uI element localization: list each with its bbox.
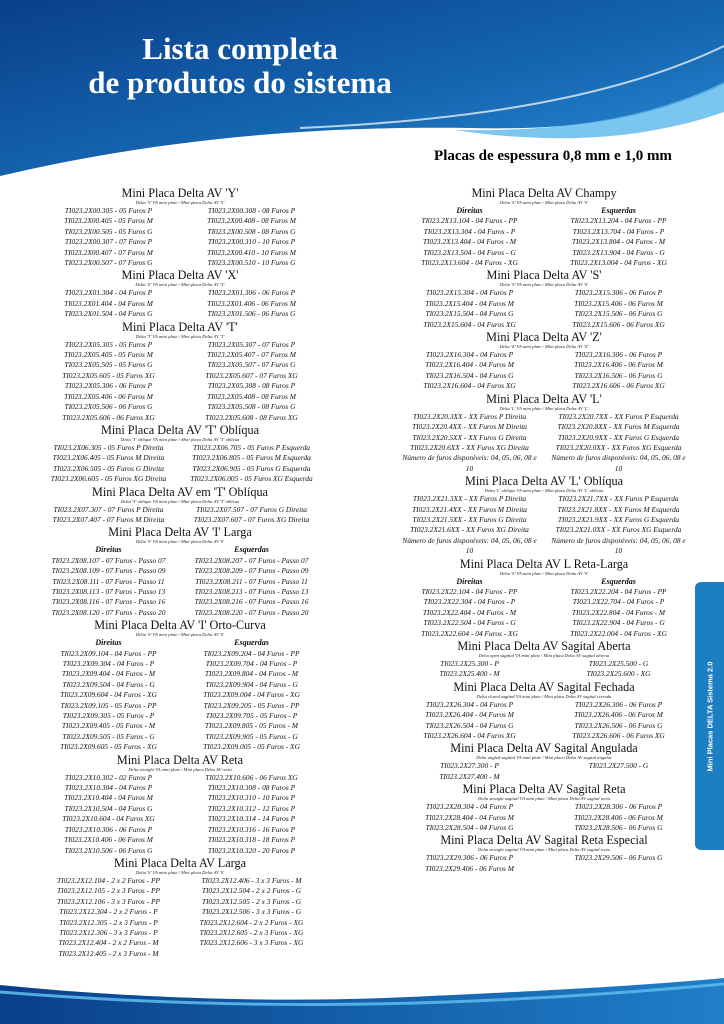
product-item: TI023.2X12.105 - 2 x 3 Furos - PP — [57, 886, 160, 896]
product-item: TI023.2X26.606 - 06 Furos XG — [572, 731, 665, 741]
section-title: Mini Placa Delta AV Sagital Reta Especial — [440, 833, 648, 848]
product-item: TI023.2X25.600 - XG — [586, 669, 651, 679]
product-item: TI023.2X05.407 - 07 Furos M — [207, 350, 296, 360]
product-item: TI023.2X13.604 - 04 Furos - XG — [421, 258, 518, 268]
product-item: TI023.2X29.306 - 06 Furos P — [425, 853, 514, 863]
product-item: TI023.2X09.504 - 04 Furos - G — [62, 679, 155, 689]
product-list — [40, 206, 320, 268]
holes-note: Número de furos disponíveis: 04, 05, 06, 08 e 10 — [551, 453, 686, 473]
product-item: TI023.2X15.404 - 04 Furos M — [425, 298, 514, 308]
section-subtitle: Delta 'S' VA mini plate / Mini placa Delta AV 'S' — [499, 282, 589, 288]
product-item: TI023.2X25.400 - M — [439, 669, 500, 679]
product-item: TI023.2X06.705 - 05 Furos P Esquerda — [193, 442, 310, 452]
product-item: TI023.2X06.905 - 05 Furos G Esquerda — [192, 463, 311, 473]
product-item: TI023.2X10.406 - 06 Furos M — [64, 835, 153, 845]
product-item: TI023.2X06.505 - 05 Furos G Direita — [53, 463, 164, 473]
product-list — [40, 340, 320, 423]
product-item: TI023.2X01.304 - 04 Furos P — [64, 288, 153, 298]
product-item: TI023.2X26.506 - 06 Furos G — [574, 720, 663, 730]
product-item: TI023.2X20.8XX - XX Furos M Esquerda — [557, 422, 680, 432]
product-item: TI023.2X29.406 - 06 Furos M — [425, 863, 514, 873]
product-item: TI023.2X08.207 - 07 Furos - Passo 07 — [194, 555, 309, 565]
section-title: Mini Placa Delta AV Sagital Aberta — [457, 639, 631, 653]
section-subtitle: Delta open sagittal VA mini plate / Mini placa Delta AV sagital abierta — [478, 653, 610, 658]
section-subtitle: Delta 'L' oblique VA mini plate / Mini placa Delta AV 'L' oblícua — [484, 488, 604, 494]
product-item: TI023.2X05.605 - 05 Furos XG — [62, 370, 155, 380]
holes-note: Número de furos disponíveis: 04, 05, 06, 08 e 10 — [402, 453, 537, 473]
product-list — [398, 412, 690, 474]
product-list — [398, 700, 690, 742]
product-item: TI023.2X08.120 - 07 Furos - Passo 20 — [51, 607, 166, 617]
product-item: TI023.2X06.005 - 05 Furos XG Esquerda — [190, 474, 313, 484]
product-item: TI023.2X12.405 - 2 x 3 Furos - M — [58, 948, 159, 958]
column-header: Esquerdas — [601, 206, 636, 215]
product-item: TI023.2X09.105 - 05 Furos - PP — [60, 700, 157, 710]
product-item: TI023.2X09.805 - 05 Furos - M — [204, 721, 299, 731]
product-item: TI023.2X10.504 - 04 Furos G — [64, 803, 153, 813]
product-item: TI023.2X00.408 - 08 Furos M — [207, 216, 296, 226]
product-item — [183, 949, 320, 959]
product-item: TI023.2X05.506 - 06 Furos G — [64, 402, 153, 412]
product-item: TI023.2X13.104 - 04 Furos - PP — [421, 216, 518, 226]
product-list — [40, 638, 320, 752]
product-item: TI023.2X08.213 - 07 Furos - Passo 13 — [194, 586, 309, 596]
product-item: TI023.2X08.209 - 07 Furos - Passo 09 — [194, 566, 309, 576]
product-item: TI023.2X22.104 - 04 Furos - PP — [421, 586, 518, 596]
product-item: TI023.2X05.507 - 07 Furos G — [207, 360, 296, 370]
product-item: TI023.2X21.0XX - XX Furos XG Esquerda — [555, 525, 682, 535]
section-mini-placa-delta-av-l — [398, 393, 690, 474]
product-item: TI023.2X10.314 - 14 Furos P — [207, 814, 296, 824]
product-item: TI023.2X26.304 - 04 Furos P — [425, 699, 514, 709]
page-title-line1: Lista completa — [142, 31, 338, 66]
product-item: TI023.2X13.504 - 04 Furos - G — [423, 247, 516, 257]
product-item: TI023.2X15.506 - 06 Furos G — [574, 309, 663, 319]
section-subtitle: Delta 'L' VA mini plate / Mini placa Delta AV 'L' — [499, 405, 589, 411]
product-item: TI023.2X26.404 - 04 Furos M — [425, 710, 514, 720]
product-item: TI023.2X22.204 - 04 Furos - PP — [570, 586, 667, 596]
product-item: TI023.2X09.304 - 04 Furos - P — [62, 659, 155, 668]
product-list — [40, 876, 320, 959]
product-item: TI023.2X12.106 - 3 x 3 Furos - PP — [57, 896, 160, 906]
product-item: TI023.2X00.508 - 08 Furos G — [207, 226, 296, 236]
product-item: TI023.2X12.504 - 2 x 2 Furos - G — [201, 886, 302, 896]
product-list — [398, 659, 690, 680]
product-item: TI023.2X20.7XX - XX Furos P Esquerda — [558, 411, 679, 421]
section-subtitle: Delta 'S' VA mini plate / Mini placa Delta AV 'S' — [499, 200, 589, 205]
product-item: TI023.2X27.500 - G — [588, 761, 649, 771]
column-header: Direitas — [95, 638, 122, 648]
section-subtitle: Delta 'T' VA mini plate / Mini placa Delta AV 'T' — [135, 333, 225, 339]
product-item: TI023.2X09.804 - 04 Furos - M — [204, 669, 299, 679]
product-item: TI023.2X05.606 - 06 Furos XG — [62, 412, 155, 422]
product-item: TI023.2X12.404 - 2 x 2 Furos - M — [58, 938, 159, 948]
column-header: Direitas — [456, 206, 483, 215]
product-item: TI023.2X16.406 - 06 Furos M — [574, 360, 663, 370]
product-item: TI023.2X01.306 - 06 Furos P — [207, 288, 296, 298]
section-subtitle: Delta 'T' oblique VA mini plate / Mini placa Delta AV 'T' oblícua — [120, 436, 240, 442]
product-item: TI023.2X22.404 - 04 Furos - M — [422, 607, 517, 617]
product-item: TI023.2X27.300 - P — [440, 761, 499, 771]
product-list — [398, 761, 690, 782]
section-mini-placa-delta-av-t — [40, 321, 320, 423]
product-item: TI023.2X10.308 - 08 Furos P — [207, 783, 296, 793]
product-item: TI023.2X08.116 - 07 Furos - Passo 16 — [51, 597, 166, 607]
section-mini-placa-delta-av-x — [40, 269, 320, 319]
product-item: TI023.2X13.004 - 04 Furos - XG — [570, 258, 667, 268]
product-item: TI023.2X00.510 - 10 Furos G — [207, 258, 296, 268]
product-item: TI023.2X10.312 - 12 Furos P — [207, 803, 296, 813]
section-mini-placa-delta-av-sagital-angulada — [398, 742, 690, 782]
product-item: TI023.2X05.308 - 08 Furos P — [207, 381, 296, 391]
section-mini-placa-delta-av-i-larga — [40, 526, 320, 618]
product-item: TI023.2X09.305 - 05 Furos - P — [62, 711, 155, 721]
product-item: TI023.2X12.506 - 3 x 3 Furos - G — [201, 907, 302, 917]
section-mini-placa-delta-av-sagital-reta-especial — [398, 834, 690, 874]
product-item: TI023.2X09.405 - 05 Furos - M — [61, 721, 156, 731]
product-item: TI023.2X09.904 - 04 Furos - G — [205, 679, 298, 689]
product-item: TI023.2X06.805 - 05 Furos M Esquerda — [192, 453, 311, 463]
product-item: TI023.2X00.305 - 05 Furos P — [64, 206, 153, 215]
product-item: TI023.2X10.316 - 16 Furos P — [207, 824, 296, 834]
section-title: Mini Placa Delta AV 'I' Orto-Curva — [94, 618, 266, 633]
product-item: TI023.2X09.404 - 04 Furos - M — [61, 669, 156, 679]
product-item: TI023.2X12.406 - 3 x 3 Furos - M — [201, 875, 302, 885]
product-item: TI023.2X00.507 - 07 Furos G — [64, 258, 153, 268]
product-item: TI023.2X05.305 - 05 Furos P — [64, 339, 153, 349]
product-item: TI023.2X05.408 - 08 Furos M — [207, 391, 296, 401]
section-subtitle: Delta 'S' VA mini plate / Mini placa Delta AV 'S' — [135, 632, 225, 638]
section-title: Mini Placa Delta AV Larga — [113, 855, 246, 870]
product-item: TI023.2X08.111 - 07 Furos - Passo 11 — [52, 576, 165, 586]
holes-note: Número de furos disponíveis: 04, 05, 06, 08 e 10 — [402, 535, 537, 556]
product-item: TI023.2X01.506 - 06 Furos G — [207, 309, 296, 319]
section-subtitle: Delta straight sagittal VA mini plate / Mini placa Delta AV sagital recta — [478, 796, 610, 802]
product-item: TI023.2X05.607 - 07 Furos XG — [205, 370, 298, 380]
product-item: TI023.2X09.004 - 04 Furos - XG — [203, 690, 300, 700]
section-title: Mini Placa Delta AV L Reta-Larga — [459, 556, 629, 571]
product-item: TI023.2X05.306 - 06 Furos P — [64, 381, 153, 391]
product-item: TI023.2X09.605 - 05 Furos - XG — [60, 742, 157, 752]
section-title: Mini Placa Delta AV Sagital Fechada — [453, 679, 635, 694]
column-header: Direitas — [456, 576, 483, 586]
section-title: Mini Placa Delta AV 'T' Oblíqua — [101, 422, 259, 437]
product-item: TI023.2X15.604 - 04 Furos XG — [423, 319, 516, 329]
product-item: TI023.2X20.4XX - XX Furos M Direita — [411, 422, 528, 432]
section-title: Mini Placa Delta AV Sagital Angulada — [450, 741, 638, 756]
product-item: TI023.2X01.406 - 06 Furos M — [207, 298, 296, 308]
holes-note: Número de furos disponíveis: 04, 05, 06, 08 e 10 — [551, 535, 686, 556]
product-item: TI023.2X05.307 - 07 Furos P — [207, 339, 296, 349]
product-item: TI023.2X20.0XX - XX Furos XG Esquerda — [555, 442, 682, 452]
product-item: TI023.2X08.220 - 07 Furos - Passo 20 — [194, 607, 309, 617]
product-item: TI023.2X12.305 - 2 x 3 Furos - P — [59, 917, 158, 927]
section-mini-placa-delta-av-larga — [40, 857, 320, 959]
product-item — [547, 864, 690, 874]
section-title: Mini Placa Delta AV 'T' — [122, 319, 238, 334]
product-item: TI023.2X01.404 - 04 Furos M — [64, 298, 153, 308]
product-item: TI023.2X16.506 - 06 Furos G — [574, 370, 663, 380]
section-subtitle: Delta angled sagittal VA mini plate / Mini placa Delta AV sagital angular — [476, 755, 612, 761]
product-item: TI023.2X28.504 - 04 Furos G — [425, 823, 514, 833]
product-item: TI023.2X09.505 - 05 Furos - G — [62, 731, 155, 741]
product-item: TI023.2X22.804 - 04 Furos - M — [571, 607, 666, 617]
product-item: TI023.2X21.5XX - XX Furos G Direita — [412, 514, 527, 524]
product-item: TI023.2X12.505 - 2 x 3 Furos - G — [201, 896, 302, 906]
section-mini-placa-delta-av-l-obliqua — [398, 475, 690, 556]
section-subtitle: Delta 'X' VA mini plate / Mini placa Delta AV 'X' — [135, 282, 225, 288]
section-mini-placa-delta-av-s — [398, 269, 690, 330]
product-item: TI023.2X07.507 - 07 Furos G Direita — [196, 504, 307, 514]
product-item: TI023.2X10.404 - 04 Furos M — [64, 793, 153, 803]
product-item: TI023.2X05.505 - 05 Furos G — [64, 360, 153, 370]
product-item: TI023.2X16.504 - 04 Furos G — [425, 370, 514, 380]
product-item: TI023.2X25.500 - G — [588, 659, 649, 668]
column-header: Esquerdas — [234, 638, 269, 648]
product-item: TI023.2X20.5XX - XX Furos G Direita — [412, 432, 527, 442]
product-item: TI023.2X00.505 - 05 Furos G — [64, 226, 153, 236]
section-mini-placa-delta-av-z — [398, 331, 690, 392]
product-item: TI023.2X21.8XX - XX Furos M Esquerda — [557, 504, 680, 514]
product-item: TI023.2X12.306 - 3 x 3 Furos - P — [59, 927, 158, 937]
product-item: TI023.2X12.304 - 2 x 2 Furos - P — [59, 907, 158, 917]
product-item: TI023.2X09.704 - 04 Furos - P — [205, 659, 298, 668]
product-item: TI023.2X20.9XX - XX Furos G Esquerda — [557, 432, 680, 442]
product-list — [40, 443, 320, 485]
section-subtitle: Delta straight VA mini plate / Mini placa Delta AV recta — [128, 766, 232, 772]
product-item: TI023.2X26.306 - 06 Furos P — [574, 699, 663, 709]
section-subtitle: Delta 'Y' VA mini plate / Mini placa Delta AV 'Y' — [135, 200, 225, 205]
product-item: TI023.2X21.4XX - XX Furos M Direita — [411, 504, 528, 514]
product-item: TI023.2X05.508 - 08 Furos G — [207, 402, 296, 412]
product-item: TI023.2X00.405 - 05 Furos M — [64, 216, 153, 226]
product-item: TI023.2X20.3XX - XX Furos P Direita — [412, 411, 527, 421]
product-item: TI023.2X00.410 - 10 Furos M — [207, 247, 296, 257]
product-item: TI023.2X12.606 - 3 x 3 Furos - XG — [199, 938, 304, 948]
product-item: TI023.2X21.3XX - XX Furos P Direita — [412, 494, 527, 504]
product-item: TI023.2X00.308 - 08 Furos P — [207, 206, 296, 215]
section-subtitle: Delta 'S' VA mini plate / Mini placa Delta AV 'S' — [135, 539, 225, 545]
product-item: TI023.2X28.506 - 06 Furos G — [574, 823, 663, 833]
section-mini-placa-delta-av-champy — [398, 187, 690, 268]
product-item: TI023.2X16.606 - 06 Furos XG — [572, 381, 665, 391]
product-item: TI023.2X22.904 - 04 Furos - G — [572, 618, 665, 628]
product-item: TI023.2X10.320 - 20 Furos P — [207, 845, 296, 855]
product-item: TI023.2X08.109 - 07 Furos - Passo 09 — [51, 566, 166, 576]
section-title: Mini Placa Delta AV Reta — [116, 752, 244, 767]
section-title: Mini Placa Delta AV Sagital Reta — [462, 782, 626, 797]
column-header: Direitas — [95, 545, 122, 555]
product-list — [398, 853, 690, 874]
product-list — [398, 206, 690, 268]
product-item: TI023.2X07.307 - 07 Furos P Direita — [53, 504, 164, 514]
product-list — [40, 288, 320, 319]
product-item: TI023.2X13.304 - 04 Furos - P — [423, 226, 516, 236]
product-item: TI023.2X21.9XX - XX Furos G Esquerda — [557, 514, 680, 524]
product-item: TI023.2X28.406 - 06 Furos M — [574, 812, 663, 822]
section-subtitle: Delta 'S' VA mini plate / Mini placa Delta AV 'S' — [499, 570, 589, 576]
product-item: TI023.2X25.300 - P — [440, 659, 499, 668]
product-item: TI023.2X13.904 - 04 Furos - G — [572, 247, 665, 257]
product-item: TI023.2X06.605 - 05 Furos XG Direita — [50, 474, 167, 484]
product-item: TI023.2X15.306 - 06 Furos P — [574, 288, 663, 298]
product-item: TI023.2X09.104 - 04 Furos - PP — [60, 648, 157, 658]
product-item: TI023.2X26.406 - 06 Furos M — [574, 710, 663, 720]
section-mini-placa-delta-av-em-t-obliqua — [40, 486, 320, 526]
product-list — [40, 773, 320, 856]
product-item: TI023.2X26.504 - 04 Furos G — [425, 720, 514, 730]
product-item: TI023.2X09.204 - 04 Furos - PP — [203, 648, 300, 658]
footer-wave — [0, 978, 724, 1024]
section-subtitle: Delta 'S' VA mini plate / Mini placa Delta AV 'S' — [135, 869, 225, 875]
section-mini-placa-delta-av-y — [40, 187, 320, 268]
product-item: TI023.2X09.205 - 05 Furos - PP — [203, 700, 300, 710]
product-item: TI023.2X06.305 - 05 Furos P Direita — [53, 442, 164, 452]
product-item: TI023.2X21.6XX - XX Furos XG Direita — [410, 525, 529, 535]
product-item: TI023.2X15.504 - 04 Furos G — [425, 309, 514, 319]
product-item: TI023.2X16.306 - 06 Furos P — [574, 350, 663, 360]
product-item: TI023.2X08.113 - 07 Furos - Passo 13 — [51, 586, 166, 596]
section-subtitle: Delta 'Z' VA mini plate / Mini placa Delta AV 'Z' — [499, 344, 589, 350]
product-item: TI023.2X10.302 - 02 Furos P — [64, 772, 153, 782]
section-subtitle: Delta 'T' oblique VA mini plate / Mini placa Delta AV 'T' oblícua — [120, 498, 240, 504]
page-title — [40, 32, 440, 100]
product-item: TI023.2X10.318 - 18 Furos P — [207, 835, 296, 845]
product-item: TI023.2X05.406 - 06 Furos M — [64, 391, 153, 401]
product-item: TI023.2X09.604 - 04 Furos - XG — [60, 690, 157, 700]
product-list — [398, 577, 690, 639]
section-mini-placa-delta-av-sagital-reta — [398, 783, 690, 833]
product-item: TI023.2X06.405 - 05 Furos M Direita — [52, 453, 165, 463]
product-item: TI023.2X08.107 - 07 Furos - Passo 07 — [51, 555, 166, 565]
product-item: TI023.2X29.506 - 06 Furos G — [574, 853, 663, 863]
product-list — [40, 505, 320, 526]
product-item: TI023.2X08.211 - 07 Furos - Passo 11 — [195, 576, 308, 586]
product-list — [398, 494, 690, 556]
product-item: TI023.2X00.310 - 10 Furos P — [207, 237, 296, 247]
product-item: TI023.2X28.304 - 04 Furos P — [425, 802, 514, 812]
section-title: Mini Placa Delta AV 'X' — [121, 268, 239, 283]
section-mini-placa-delta-av-sagital-fechada — [398, 681, 690, 742]
right-column — [398, 186, 690, 874]
section-title: Mini Placa Delta AV em 'T' Oblíqua — [92, 484, 268, 499]
product-item: TI023.2X10.506 - 06 Furos G — [64, 845, 153, 855]
product-item: TI023.2X12.104 - 2 x 2 Furos - PP — [57, 875, 160, 885]
product-item — [547, 772, 690, 782]
product-list — [40, 545, 320, 618]
product-item: TI023.2X01.504 - 04 Furos G — [64, 309, 153, 319]
section-mini-placa-delta-av-reta — [40, 754, 320, 856]
section-subtitle: Delta closed sagittal VA mini plate / Mini placa Delta AV sagital cerrada — [476, 693, 612, 699]
product-item: TI023.2X28.404 - 04 Furos M — [425, 812, 514, 822]
product-item: TI023.2X22.004 - 04 Furos - XG — [570, 628, 667, 638]
section-mini-placa-delta-av-i-orto-curva — [40, 619, 320, 752]
product-item: TI023.2X22.604 - 04 Furos - XG — [421, 628, 518, 638]
product-item: TI023.2X09.905 - 05 Furos - G — [205, 731, 298, 741]
product-item: TI023.2X13.204 - 04 Furos - PP — [570, 216, 667, 226]
product-item: TI023.2X22.704 - 04 Furos - P — [572, 597, 665, 607]
product-item: TI023.2X21.7XX - XX Furos P Esquerda — [558, 494, 679, 504]
side-tab-label: Mini Placas DELTA Sistema 2.0 — [705, 661, 715, 771]
section-mini-placa-delta-av-l-reta-larga — [398, 558, 690, 639]
section-title: Mini Placa Delta AV 'Y' — [121, 186, 239, 200]
product-item: TI023.2X10.606 - 06 Furos XG — [205, 772, 298, 782]
product-item: TI023.2X00.307 - 07 Furos P — [64, 237, 153, 247]
product-item: TI023.2X09.005 - 05 Furos - XG — [203, 742, 300, 752]
product-item: TI023.2X10.304 - 04 Furos P — [64, 783, 153, 793]
section-title: Mini Placa Delta AV 'Z' — [486, 330, 602, 345]
product-item: TI023.2X09.705 - 05 Furos - P — [205, 711, 298, 721]
product-list — [398, 802, 690, 833]
product-item: TI023.2X16.404 - 04 Furos M — [425, 360, 514, 370]
section-title: Mini Placa Delta AV 'L' — [486, 391, 602, 406]
product-item: TI023.2X13.804 - 04 Furos - M — [571, 237, 666, 247]
product-item: TI023.2X07.407 - 07 Furos M Direita — [52, 514, 165, 524]
product-item: TI023.2X05.405 - 05 Furos M — [64, 350, 153, 360]
section-title: Mini Placa Delta AV 'L' Oblíqua — [465, 474, 623, 489]
section-mini-placa-delta-av-sagital-aberta — [398, 640, 690, 680]
product-item: TI023.2X16.604 - 04 Furos XG — [423, 381, 516, 391]
column-header: Esquerdas — [234, 545, 269, 555]
product-item: TI023.2X13.704 - 04 Furos - P — [572, 226, 665, 236]
product-list — [398, 350, 690, 392]
product-item: TI023.2X22.504 - 04 Furos - G — [423, 618, 516, 628]
product-item: TI023.2X22.304 - 04 Furos - P — [423, 597, 516, 607]
product-item: TI023.2X16.304 - 04 Furos P — [425, 350, 514, 360]
product-item: TI023.2X10.310 - 10 Furos P — [207, 793, 296, 803]
product-list — [398, 288, 690, 330]
product-item: TI023.2X13.404 - 04 Furos - M — [422, 237, 517, 247]
product-item: TI023.2X08.216 - 07 Furos - Passo 16 — [194, 597, 309, 607]
column-header: Esquerdas — [601, 576, 636, 586]
product-item: TI023.2X12.604 - 2 x 2 Furos - XG — [199, 917, 304, 927]
section-mini-placa-delta-av-t-obliqua — [40, 424, 320, 485]
product-item: TI023.2X28.306 - 06 Furos P — [574, 802, 663, 812]
section-title: Mini Placa Delta AV Champy — [471, 186, 617, 200]
product-item: TI023.2X10.604 - 04 Furos XG — [62, 814, 155, 824]
product-item: TI023.2X07.607 - 07 Furos XG Direita — [193, 514, 310, 524]
page-title-line2: de produtos do sistema — [88, 65, 392, 100]
product-item: TI023.2X27.400 - M — [439, 771, 500, 781]
product-item: TI023.2X15.406 - 06 Furos M — [574, 298, 663, 308]
product-item: TI023.2X20.6XX - XX Furos XG Direita — [410, 442, 529, 452]
product-item: TI023.2X12.605 - 2 x 3 Furos - XG — [199, 927, 304, 937]
product-item: TI023.2X15.304 - 04 Furos P — [425, 288, 514, 298]
product-item: TI023.2X15.606 - 06 Furos XG — [572, 319, 665, 329]
product-item: TI023.2X26.604 - 04 Furos XG — [423, 731, 516, 741]
product-item: TI023.2X00.407 - 07 Furos M — [64, 247, 153, 257]
left-column — [40, 186, 320, 959]
section-title: Mini Placa Delta AV 'I' Larga — [108, 525, 252, 540]
page-subtitle: Placas de espessura 0,8 mm e 1,0 mm — [434, 148, 672, 164]
product-item: TI023.2X10.306 - 06 Furos P — [64, 824, 153, 834]
section-title: Mini Placa Delta AV 'S' — [486, 268, 602, 283]
section-subtitle: Delta straight sagittal VA mini plate / Mini placa Delta AV sagital recta — [478, 847, 610, 853]
product-item: TI023.2X05.608 - 08 Furos XG — [205, 412, 298, 422]
